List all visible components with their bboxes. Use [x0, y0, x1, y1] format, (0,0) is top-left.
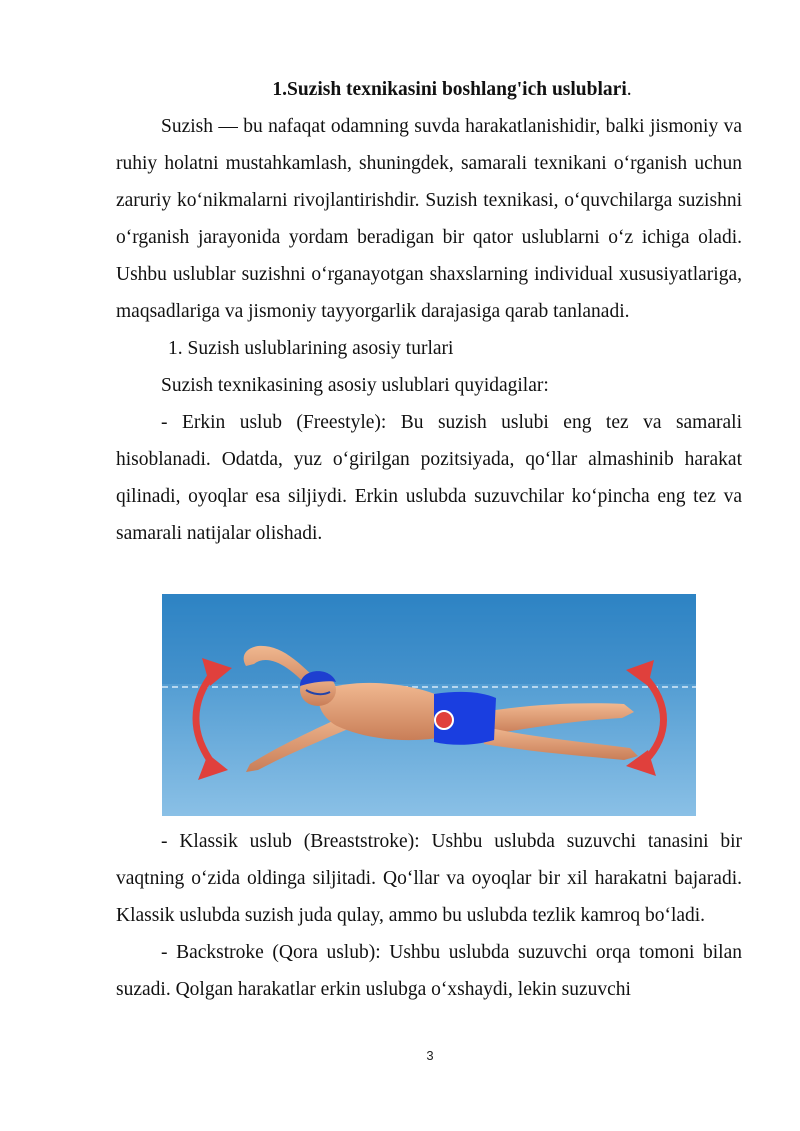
target-dot [435, 711, 453, 729]
styles-block [116, 823, 742, 1008]
backstroke-paragraph: - Backstroke (Qora uslub): Ushbu uslubda suzuvchi orqa tomoni bilan suzadi. Qolgan harakatlar erkin uslubga oʻxshaydi, lekin suzuvchi [116, 942, 742, 1000]
section-title-text: 1.Suzish texnikasini boshlang'ich uslublari [272, 79, 627, 100]
section-title-period: . [626, 79, 632, 100]
intro-paragraph: Suzish — bu nafaqat odamning suvda harakatlanishidir, balki jismoniy va ruhiy holatni mustahkamlash, shuningdek, samarali texnikani oʻrganish uchun zaruriy koʻnikmalarni rivojlantirishdir. Suzish texnikasi, oʻquvchilarga suzishni oʻrganish jarayonida yordam beradigan bir qator uslublarni oʻz ichiga oladi. Ushbu uslublar suzishni oʻrganayotgan shaxslarning individual xususiyatlariga, maqsadlariga va jismoniy tayyorgarlik darajasiga qarab tanlanadi. [116, 116, 742, 322]
intro-block [116, 108, 742, 552]
freestyle-paragraph: - Erkin uslub (Freestyle): Bu suzish uslubi eng tez va samarali hisoblanadi. Odatda, yuz oʻgirilgan pozitsiyada, qoʻllar almashinib harakat qilinadi, oyoqlar esa siljiydi. Erkin uslubda suzuvchilar koʻpincha eng tez va samarali natijalar olishadi. [116, 412, 742, 544]
section-title [0, 76, 800, 104]
freestyle-illustration [162, 594, 696, 816]
page-number: 3 [426, 1048, 434, 1063]
list-intro: Suzish texnikasining asosiy uslublari quyidagilar: [161, 375, 549, 396]
subsection-heading: 1. Suzish uslublarining asosiy turlari [168, 338, 454, 359]
breaststroke-paragraph: - Klassik uslub (Breaststroke): Ushbu uslubda suzuvchi tanasini bir vaqtning oʻzida oldinga siljitadi. Qoʻllar va oyoqlar bir xil harakatni bajaradi. Klassik uslubda suzish juda qulay, ammo bu uslubda tezlik kamroq boʻladi. [116, 831, 742, 926]
